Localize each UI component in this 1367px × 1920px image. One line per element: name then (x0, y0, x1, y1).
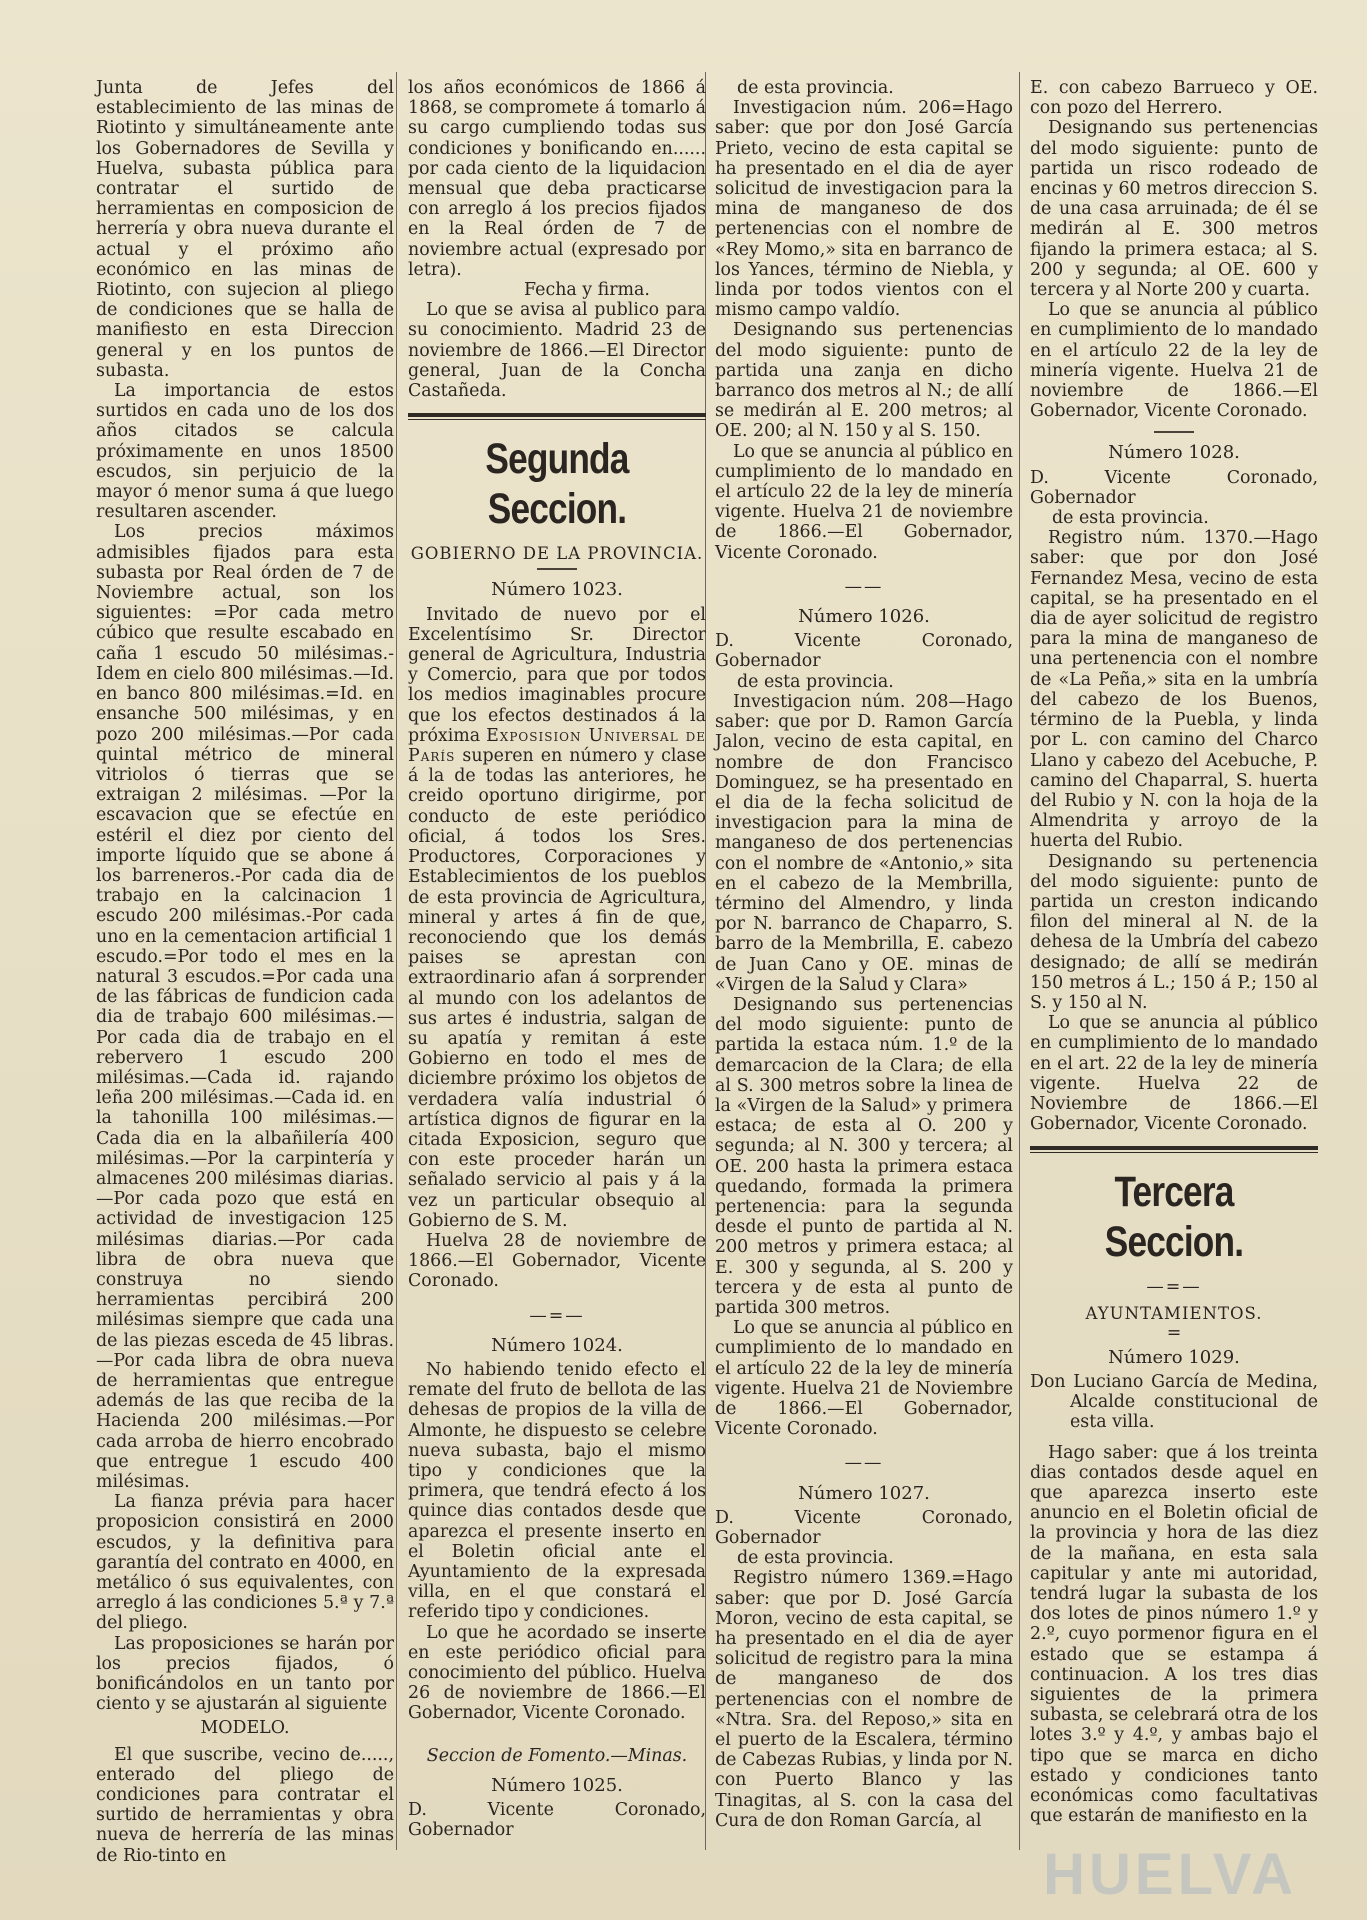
paragraph: Junta de Jefes del establecimiento de las minas de Riotinto y simultáneamente ante los Gobernadores de Sevilla y Huelva, subasta pública para contratar el surtido de herramientas en composicion de herrería y obra nueva durante el actual y el próximo año económico en las minas de Riotinto, con sujecion al pliego de condiciones que se halla de manifiesto en esta Direccion general y en los puntos de subasta. (96, 78, 394, 381)
paragraph: Don Luciano García de Medina, Alcalde constitucional de esta villa. (1030, 1371, 1318, 1433)
divider: = (1166, 1322, 1182, 1343)
paragraph: D. Vicente Coronado, Gobernador (408, 1800, 706, 1841)
paragraph: de esta provincia. (737, 1548, 894, 1569)
column-4 (1030, 78, 1318, 1826)
paragraph: D. Vicente Coronado, Gobernador (715, 631, 1013, 672)
paragraph: D. Vicente Coronado, Gobernador (1030, 467, 1318, 508)
column-2 (408, 78, 706, 1840)
modelo-heading: MODELO. (200, 1718, 290, 1739)
divider: —— (844, 1453, 884, 1474)
paragraph: Designando sus pertenencias del modo siguiente: punto de partida la estaca núm. 1.º de la demarcacion de la Clara; de ella al S. 300 metros sobre la linea de la «Virgen de la Salud» y primera estaca; de esta al O. 200 y segunda; al N. 300 y tercera; al OE. 200 hasta la primera estaca quedando, formada la primera pertenencia: para la segunda desde el punto de partida al N. 200 metros y primera estaca; al E. 300 y segunda, al S. 200 y tercera y de esta al punto de partida 300 metros. (715, 994, 1013, 1318)
paragraph: Las proposiciones se harán por los precios fijados, ó bonificándolos en un tanto por ciento y se ajustarán al siguiente (96, 1633, 394, 1715)
divider: —=— (529, 1305, 585, 1326)
paragraph: Lo que se anuncia al público en cumplimiento de lo mandado en el art. 22 de la ley de minería vigente. Huelva 22 de Noviembre de 1866.—El Gobernador, Vicente Coronado. (1030, 1013, 1318, 1135)
paragraph: los años económicos de 1866 á 1868, se compromete á tomarlo á su cargo cumpliendo todas sus condiciones y bonificando en...... por cada ciento de la liquidacion mensual que deba practicarse con arreglo á los precios fijados en la Real órden de 7 de noviembre actual (expresado por letra). (408, 78, 706, 280)
section-rule (408, 413, 706, 420)
paragraph: Lo que se avisa al publico para su conocimiento. Madrid 23 de noviembre de 1866.—El Director general, Juan de la Concha Castañeda. (408, 300, 706, 402)
paragraph: Designando sus pertenencias del modo siguiente: punto de partida un risco rodeado de encinas y 60 metros direccion S. de una casa arruinada; de él se medirán al E. 300 metros fijando la primera estaca; al S. 200 y segunda; al OE. 600 y tercera y al Norte 200 y cuarta. (1030, 118, 1318, 301)
divider: —— (844, 576, 884, 597)
paragraph: D. Vicente Coronado, Gobernador (715, 1507, 1013, 1549)
text-fragment: Exposision Universal de París (408, 725, 707, 767)
paragraph: Registro número 1369.=Hago saber: que por D. José García Moron, vecino de esta capital, se ha presentado en el dia de ayer solicitud de registro para la mina de manganeso de dos pertenencias con el nombre de «Ntra. Sra. del Reposo,» sita en el puerto de la Escalera, término de Cabezas Rubias, y linda por N. con Puerto Blanco y las Tinagitas, al S. con la casa del Cura de don Roman García, al (715, 1568, 1013, 1831)
paragraph: Hago saber: que á los treinta dias contados desde aquel en que aparezca inserto este anuncio en el Boletin oficial de la provincia y hora de las diez de la mañana, en esta sala capitular y ante mi autoridad, tendrá lugar la subasta de los dos lotes de pinos número 1.º y 2.º, cuyo pormenor figura en el estado que se estampa á continuacion. A los tres dias siguientes de la primera subasta, se celebrará otra de los lotes 3.º y 4.º, y ambas bajo el tipo que se marca en dicho estado y condiciones tanto económicas como facultativas que estarán de manifiesto en la (1030, 1442, 1318, 1827)
paragraph: El que suscribe, vecino de....., enterado del pliego de condiciones para contratar el surtido de herramientas y obra nueva de herrería de las minas de Rio-tinto en (96, 1744, 394, 1866)
paragraph (408, 605, 706, 1231)
watermark-logo: HUELVA (1043, 1842, 1297, 1907)
divider (1154, 431, 1194, 433)
paragraph: de esta provincia. (1052, 508, 1209, 529)
paragraph: Lo que he acordado se inserte en este periódico oficial para conocimiento del público. Huelva 26 de noviembre de 1866.—El Gobernador, Vicente Coronado. (408, 1622, 706, 1724)
divider (537, 568, 577, 570)
section-title-segunda: Segunda Seccion. (485, 435, 629, 534)
notice-number: Número 1025. (491, 1774, 623, 1796)
paragraph: Los precios máximos admisibles fijados para esta subasta por Real órden de 7 de Noviembre actual, son los siguientes: =Por cada metro cúbico que resulte escabado en caña 1 escudo 50 milésimas.-Idem en cielo 800 milésimas.—Id. en banco 800 milésimas.=Id. en ensanche 500 milésimas, y en pozo 200 milésimas.—Por cada quintal métrico de mineral vitriolos ó tierras que se extraigan 2 milésimas. —Por la escavacion que se efectúe en estéril el diez por ciento del importe líquido que se abone á los barreneros.-Por cada dia de trabajo en la calcinacion 1 escudo 200 milésimas.-Por cada uno en la cementacion artificial 1 escudo.=Por todo el mes en la natural 3 escudos.=Por cada una de las fábricas de fundicion cada dia de trabajo 600 milésimas.—Por cada dia de trabajo en el rebervero 1 escudo 200 milésimas.—Cada id. rajando leña 200 milésimas.—Cada id. en la tahonilla 100 milésimas.—Cada dia en la albañilería 400 milésimas.—Por la carpintería y almacenes 200 milésimas diarias.—Por cada pozo que está en actividad de investigacion 125 milésimas diarias.—Por cada libra de obra nueva que construya no siendo herramientas percibirá 200 milésimas siempre que cada una de las piezas esceda de 45 libras.—Por cada libra de obra nueva de herramientas que entregue además de las que reciba de la Hacienda 200 milésimas.—Por cada arroba de hierro encobrado que entregue 1 escudo 400 milésimas. (96, 522, 394, 1493)
paragraph: Registro núm. 1370.—Hago saber: que por don José Fernandez Mesa, vecino de esta capital, se ha presentado en el dia de ayer solicitud de registro para la mina de manganeso de una pertenencia con el nombre de «La Peña,» sita en la umbría del cabezo de los Buenos, término de la Puebla, y linda por L. con camino del Charco Llano y cabezo del Acebuche, P. camino del Chaparral, S. huerta del Rubio y N. con la hoja de la Almendrita y arroyo de la huerta del Rubio. (1030, 528, 1318, 852)
paragraph: La fianza prévia para hacer proposicion consistirá en 2000 escudos, y la definitiva para garantía del contrato en 4000, en metálico ó sus equivalentes, con arreglo á las condiciones 5.ª y 7.ª del pliego. (96, 1492, 394, 1634)
notice-number: Número 1027. (798, 1482, 930, 1504)
text-fragment: superen en número y clase á la de todas las anteriores, he creido oportuno dirigirme, por conducto de este periódico oficial, á todos los Sres. Productores, Corporaciones y Establecimientos de los pueblos de esta provincia de Agricultura, mineral y artes á fin de que, reconociendo que los demás paises se aprestan con extraordinario afan á sorprender al mundo con los adelantos de sus artes é industria, salgan de su apatía y remitan á este Gobierno en todo el mes de diciembre próximo los objetos de verdadera valía industrial ó artística dignos de figurar en la citada Exposicion, seguro que con este proceder harán un señalado servicio al pais y á la vez un particular obsequio al Gobierno de S. M. (408, 746, 707, 1231)
notice-number: Número 1024. (491, 1334, 623, 1356)
paragraph: Designando sus pertenencias del modo siguiente: punto de partida una zanja en dicho barranco dos metros al N.; de allí se medirán al E. 200 metros; al OE. 200; al N. 150 y al S. 150. (715, 320, 1013, 442)
divider: —=— (1146, 1277, 1202, 1298)
gobierno-heading: GOBIERNO DE LA PROVINCIA. (410, 544, 704, 564)
paragraph: Lo que se anuncia al público en cumplimiento de lo mandado en el artículo 22 de la ley de minería vigente. Huelva 21 de noviembre de 1866.—El Gobernador, Vicente Coronado. (715, 441, 1013, 563)
column-rule (396, 72, 397, 1850)
paragraph: de esta provincia. (737, 671, 894, 692)
section-title-tercera: Tercera Seccion. (1104, 1168, 1244, 1267)
paragraph: de esta provincia. (737, 78, 894, 98)
text-fragment: Invitado de nuevo por el Excelentísimo Sr. Director general de Agricultura, Industria y Comercio, para que por todos los medios imaginables procure que los efectos destinados á la próxima (408, 604, 706, 746)
notice-number: Número 1029. (1108, 1346, 1240, 1368)
paragraph: Investigacion núm. 206=Hago saber: que por don José García Prieto, vecino de esta capital se ha presentado en el dia de ayer solicitud de investigacion para la mina de manganeso de dos pertenencias con el nombre de «Rey Momo,» sita en barranco de los Yances, término de Niebla, y linda por todos vientos con el mismo campo valdío. (715, 98, 1013, 321)
ayuntamientos-heading: AYUNTAMIENTOS. (1085, 1303, 1263, 1323)
column-rule (1019, 72, 1020, 1850)
section-rule (1030, 1146, 1318, 1153)
column-1 (96, 78, 394, 1866)
notice-number: Número 1023. (491, 579, 623, 601)
subsection-heading: Seccion de Fomento.—Minas. (426, 1745, 688, 1766)
paragraph: Huelva 28 de noviembre de 1866.—El Gobernador, Vicente Coronado. (408, 1230, 706, 1292)
paragraph: Investigacion núm. 208—Hago saber: que por D. Ramon García Jalon, vecino de esta capital, en nombre de don Francisco Dominguez, se ha presentado en el dia de la fecha solicitud de investigacion para la mina de manganeso de dos pertenencias con el nombre de «Antonio,» sita en el cabezo de la Membrilla, término del Almendro, y linda por N. barranco de Chaparro, S. barro de la Membrilla, E. cabezo de Juan Cano y OE. minas de «Virgen de la Salud y Clara» (715, 691, 1013, 995)
signature-line: Fecha y firma. (524, 280, 650, 301)
paragraph: E. con cabezo Barrueco y OE. con pozo del Herrero. (1030, 78, 1318, 119)
paragraph: Designando su pertenencia del modo siguiente: punto de partida un creston indicando filon del mineral al N. de la dehesa de la Umbría del cabezo designado; de allí se medirán 150 metros á L.; 150 á P.; 150 al S. y 150 al N. (1030, 851, 1318, 1013)
notice-number: Número 1026. (798, 606, 930, 628)
notice-number: Número 1028. (1108, 442, 1240, 464)
paragraph: Lo que se anuncia al público en cumplimiento de lo mandado en el artículo 22 de la ley de minería vigente. Huelva 21 de noviembre de 1866.—El Gobernador, Vicente Coronado. (1030, 300, 1318, 422)
paragraph: Lo que se anuncia al público en cumplimiento de lo mandado en el artículo 22 de la ley de minería vigente. Huelva 21 de Noviembre de 1866.—El Gobernador, Vicente Coronado. (715, 1318, 1013, 1440)
column-3 (715, 78, 1013, 1831)
paragraph: No habiendo tenido efecto el remate del fruto de bellota de las dehesas de propios de la villa de Almonte, he dispuesto se celebre nueva subasta, bajo el mismo tipo y condiciones que la primera, que tendrá efecto á los quince dias contados desde que aparezca el presente inserto en el Boletin oficial ante el Ayuntamiento de la expresada villa, en el que constará el referido tipo y condiciones. (408, 1359, 706, 1623)
paragraph: La importancia de estos surtidos en cada uno de los dos años citados se calcula próximamente en unos 18500 escudos, sin perjuicio de la mayor ó menor suma á que luego resultaren ascender. (96, 381, 394, 523)
